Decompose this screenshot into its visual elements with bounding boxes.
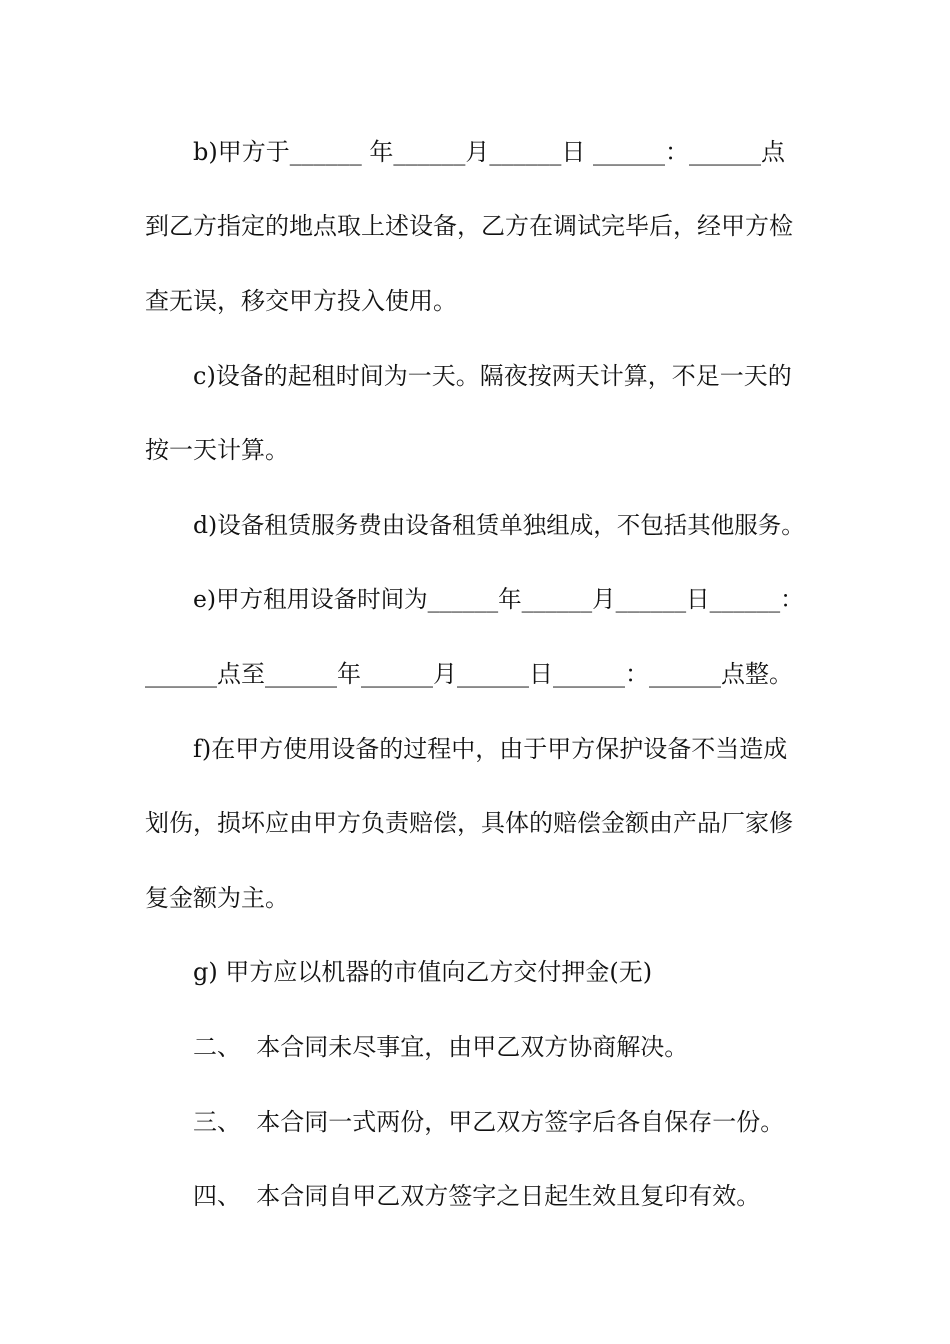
clause-g-line-1: g) 甲方应以机器的市值向乙方交付押金(无): [193, 958, 653, 986]
clause-b-line-3: 查无误，移交甲方投入使用。: [145, 287, 457, 315]
clause-f-line-1: f)在甲方使用设备的过程中，由于甲方保护设备不当造成: [193, 735, 788, 763]
clause-d-line-1: d)设备租赁服务费由设备租赁单独组成，不包括其他服务。: [193, 511, 805, 539]
clause-e-line-2: ______点至______年______月______日______：______点整。: [145, 660, 793, 688]
article-2: 二、 本合同未尽事宜，由甲乙双方协商解决。: [193, 1033, 689, 1061]
clause-f-line-3: 复金额为主。: [145, 884, 289, 912]
article-3: 三、 本合同一式两份，甲乙双方签字后各自保存一份。: [193, 1108, 785, 1136]
clause-b-line-1: b)甲方于______ 年______月______日 ______：______点: [193, 138, 785, 166]
clause-b-line-2: 到乙方指定的地点取上述设备，乙方在调试完毕后，经甲方检: [145, 212, 793, 240]
clause-c-line-2: 按一天计算。: [145, 436, 289, 464]
article-4: 四、 本合同自甲乙双方签字之日起生效且复印有效。: [193, 1182, 761, 1210]
clause-c-line-1: c)设备的起租时间为一天。隔夜按两天计算，不足一天的: [193, 362, 792, 390]
clause-e-line-1: e)甲方租用设备时间为______年______月______日______：: [193, 585, 804, 613]
clause-f-line-2: 划伤，损坏应由甲方负责赔偿，具体的赔偿金额由产品厂家修: [145, 809, 793, 837]
